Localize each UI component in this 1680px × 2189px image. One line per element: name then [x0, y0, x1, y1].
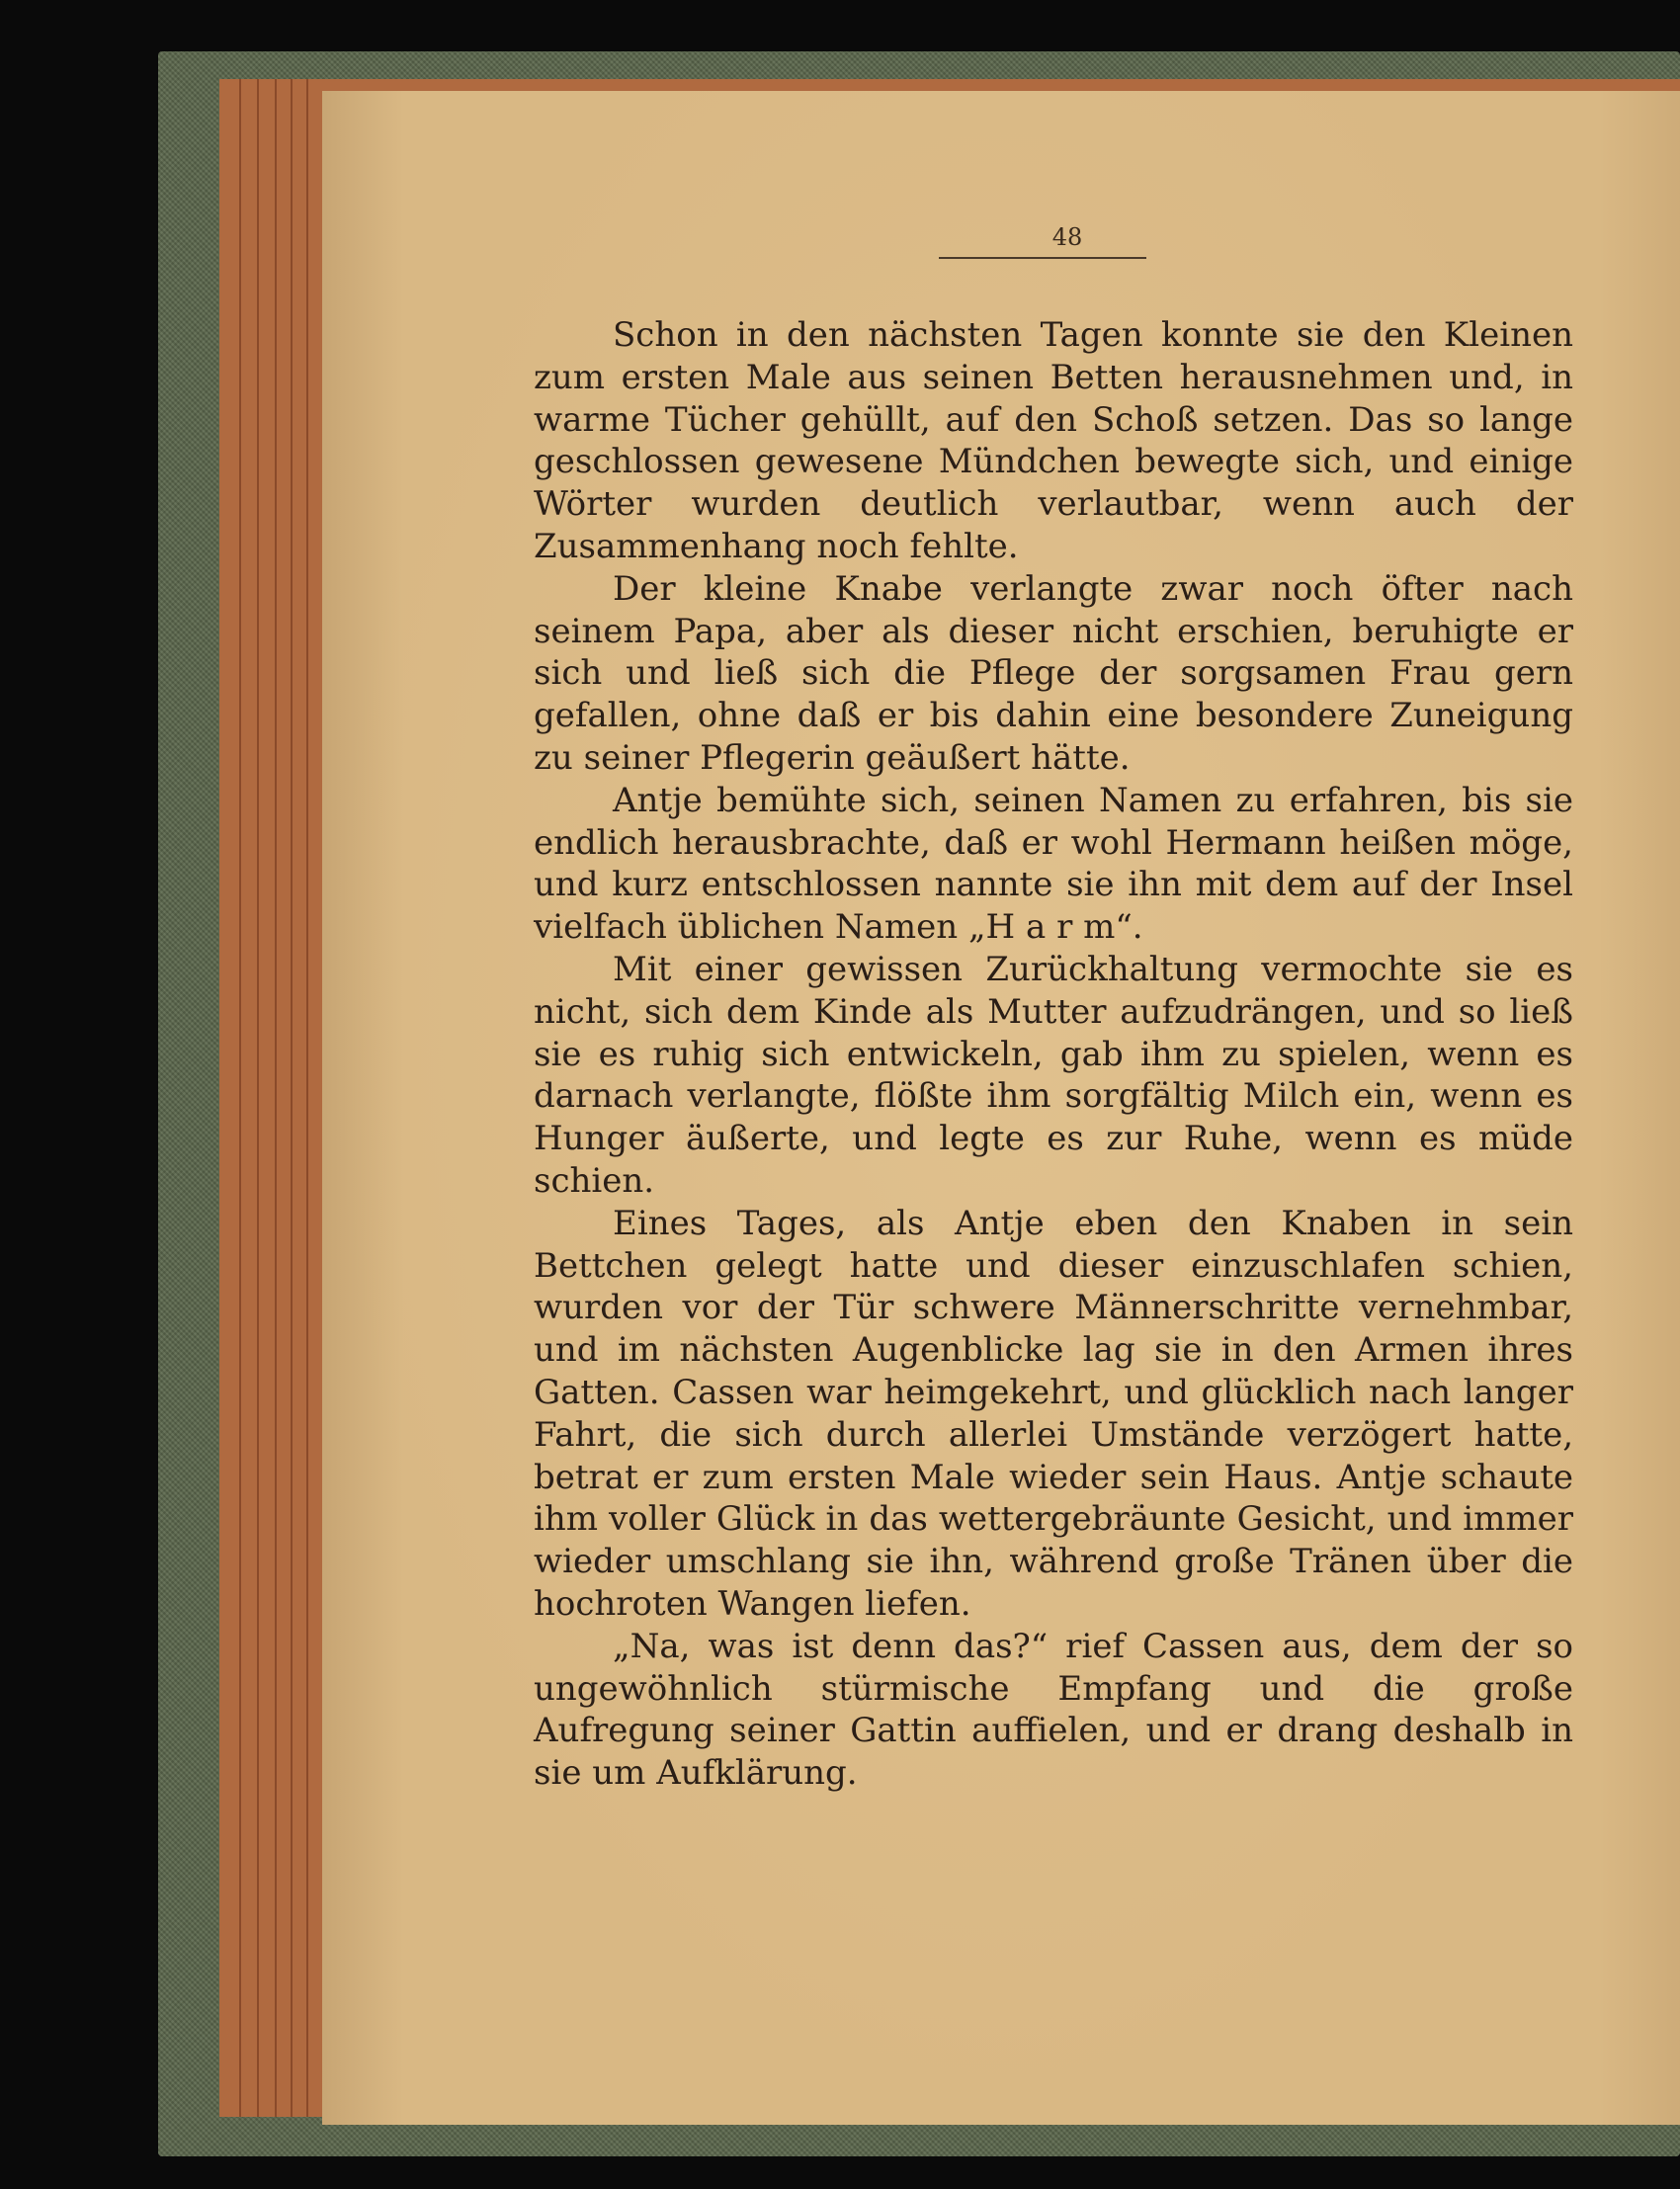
page-number: 48: [1051, 223, 1083, 251]
page-edge-line: [291, 79, 293, 2117]
paragraph: „Na, was ist denn das?“ rief Cassen aus, dem der so ungewöhnlich stürmische Empfang und die große Aufregung seiner Gattin auffielen, und er drang deshalb in sie um Aufklärung.: [534, 1626, 1573, 1794]
page-edge-line: [239, 79, 241, 2117]
paragraph: Eines Tages, als Antje eben den Knaben in sein Bettchen gelegt hatte und dieser einzuschlafen schien, wurden vor der Tür schwere Männerschritte vernehmbar, und im nächsten Augenblicke lag sie in den Armen ihres Gatten. Cassen war heimgekehrt, und glücklich nach langer Fahrt, die sich durch allerlei Umstände verzögert hatte, betrat er zum ersten Male wieder sein Haus. Antje schaute ihm voller Glück in das wettergebräunte Gesicht, und immer wieder umschlang sie ihn, während große Tränen über die hochroten Wangen liefen.: [534, 1203, 1573, 1624]
page-edge-line: [306, 79, 308, 2117]
page-edge-line: [257, 79, 259, 2117]
paragraph: Schon in den nächsten Tagen konnte sie den Kleinen zum ersten Male aus seinen Betten herausnehmen und, in warme Tücher gehüllt, auf den Schoß setzen. Das so lange geschlossen gewesene Mündchen bewegte sich, und einige Wörter wurden deutlich verlautbar, wenn auch der Zusammenhang noch fehlte.: [534, 315, 1573, 566]
page-edge-line: [275, 79, 277, 2117]
paragraph: Der kleine Knabe verlangte zwar noch öfter nach seinem Papa, aber als dieser nicht erschien, beruhigte er sich und ließ sich die Pflege der sorgsamen Frau gern gefallen, ohne daß er bis dahin eine besondere Zuneigung zu seiner Pflegerin geäußert hätte.: [534, 568, 1573, 778]
paragraph: Mit einer gewissen Zurückhaltung vermochte sie es nicht, sich dem Kinde als Mutter aufzudrängen, und so ließ sie es ruhig sich entwickeln, gab ihm zu spielen, wenn es darnach verlangte, flößte ihm sorgfältig Milch ein, wenn es Hunger äußerte, und legte es zur Ruhe, wenn es müde schien.: [534, 949, 1573, 1201]
header-rule: [939, 257, 1146, 259]
body-text: [534, 314, 1573, 1795]
paragraph: Antje bemühte sich, seinen Namen zu erfahren, bis sie endlich herausbrachte, daß er wohl Hermann heißen möge, und kurz entschlossen nannte sie ihn mit dem auf der Insel vielfach üblichen Namen „H a r m“.: [534, 780, 1573, 948]
